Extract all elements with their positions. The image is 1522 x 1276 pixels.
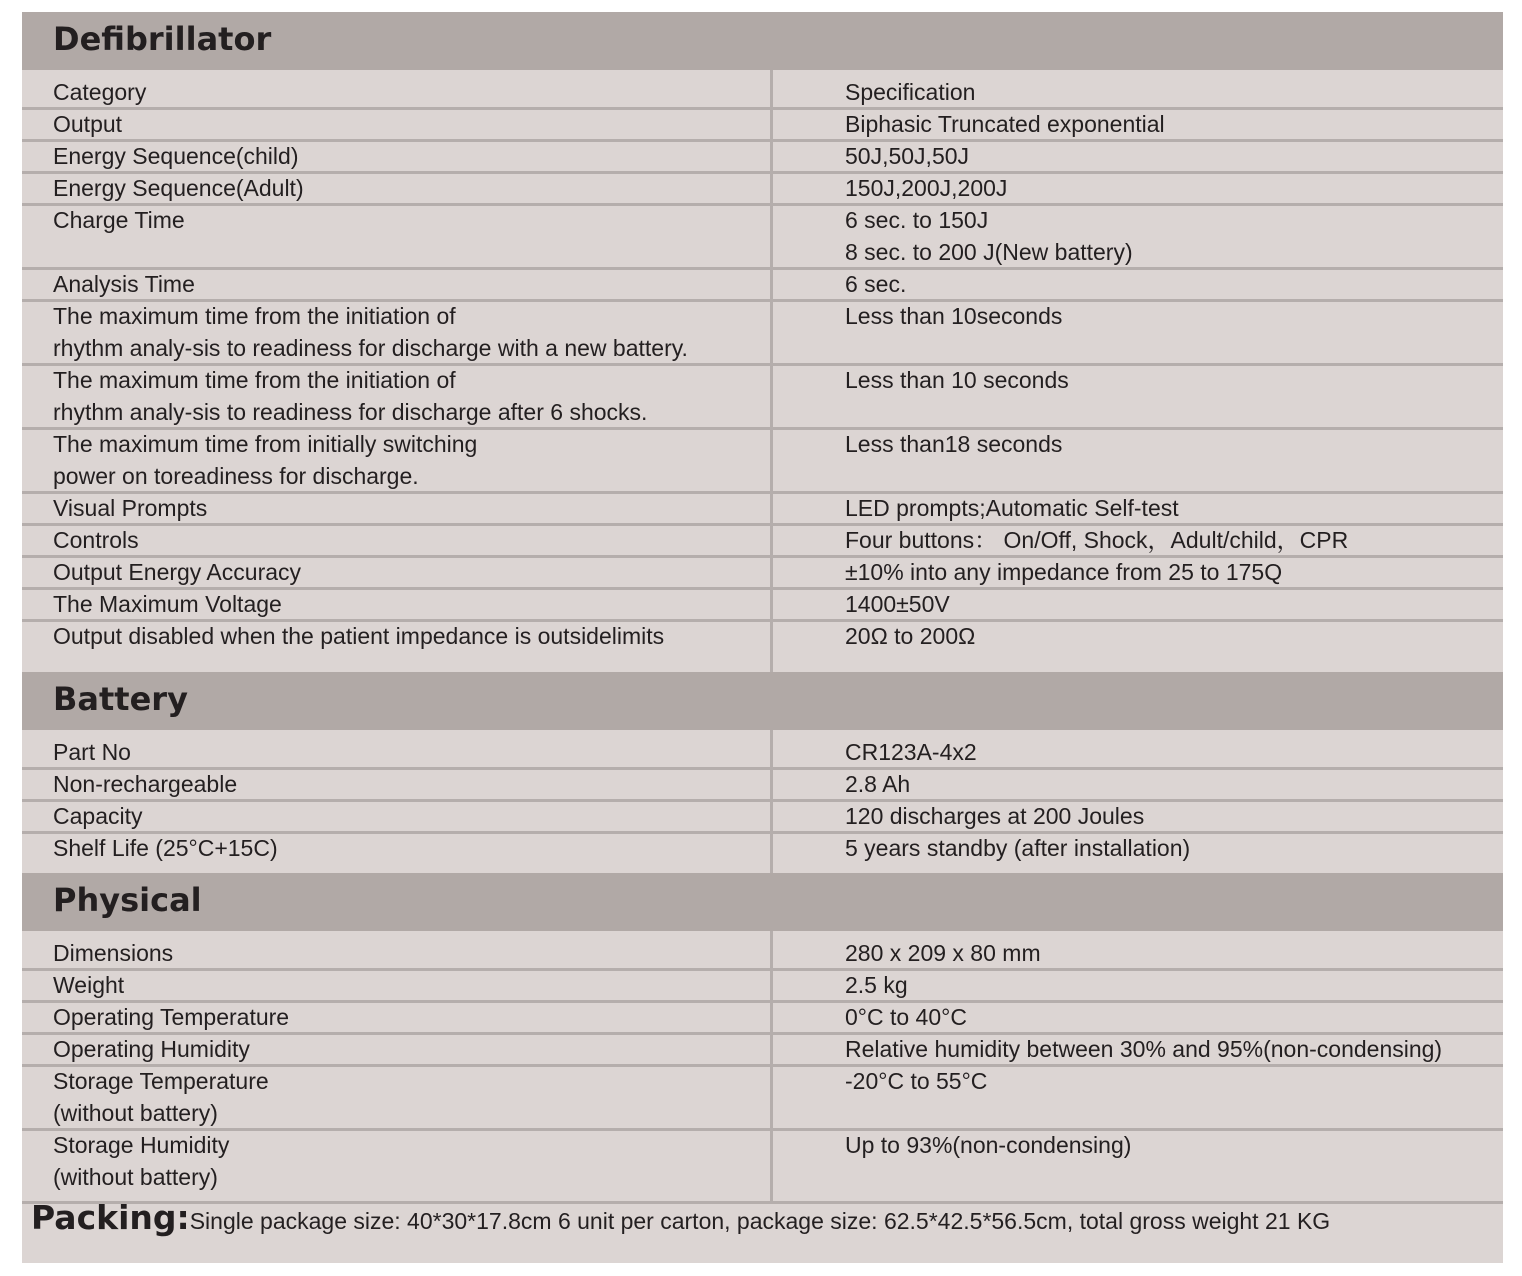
spec-label — [53, 1065, 269, 1129]
spec-value — [845, 428, 1062, 460]
spec-label — [53, 268, 195, 300]
cell-line: The maximum time from initially switching — [53, 431, 478, 457]
column-divider — [770, 70, 773, 672]
cell-line: Part No — [53, 739, 131, 765]
spec-label — [53, 108, 122, 140]
spec-value — [845, 588, 950, 620]
spec-label — [53, 140, 298, 172]
cell-line: Charge Time — [53, 207, 185, 233]
row-divider — [22, 1128, 1503, 1131]
spec-value — [845, 172, 1007, 204]
cell-line: Relative humidity between 30% and 95%(non-condensing) — [845, 1036, 1443, 1062]
cell-line: Category — [53, 79, 147, 105]
spec-label — [53, 832, 278, 864]
spec-value — [845, 268, 906, 300]
spec-value — [845, 140, 969, 172]
spec-value — [845, 969, 908, 1001]
cell-line: Capacity — [53, 803, 143, 829]
row-divider — [22, 203, 1503, 206]
cell-line: Up to 93%(non-condensing) — [845, 1132, 1132, 1158]
cell-line: 6 sec. — [845, 271, 907, 297]
cell-line: Output — [53, 111, 123, 137]
cell-line: 2.8 Ah — [845, 771, 911, 797]
column-divider — [770, 931, 773, 1201]
cell-line: Storage Temperature — [53, 1068, 269, 1094]
spec-label — [53, 428, 477, 492]
cell-line: ±10% into any impedance from 25 to 175Q — [845, 559, 1283, 585]
spec-value — [845, 1001, 967, 1033]
cell-line: Operating Temperature — [53, 1004, 290, 1030]
cell-line: 280 x 209 x 80 mm — [845, 940, 1041, 966]
spec-value — [845, 937, 1041, 969]
column-divider — [770, 730, 773, 873]
cell-line: 120 discharges at 200 Joules — [845, 803, 1145, 829]
section-header-battery — [22, 672, 1503, 730]
cell-line: Output disabled when the patient impedance is outsidelimits — [53, 623, 665, 649]
cell-line: 0°C to 40°C — [845, 1004, 967, 1030]
spec-value — [845, 492, 1179, 524]
spec-value — [845, 1033, 1442, 1065]
cell-line: 20Ω to 200Ω — [845, 623, 976, 649]
spec-value — [845, 524, 1348, 556]
section-title: Defibrillator — [53, 20, 272, 58]
section-title: Battery — [53, 680, 188, 718]
cell-line: Controls — [53, 527, 139, 553]
section-header-physical — [22, 873, 1503, 931]
cell-line: Weight — [53, 972, 125, 998]
cell-line: power on toreadiness for discharge. — [53, 463, 419, 489]
cell-line: 1400±50V — [845, 591, 950, 617]
spec-label — [53, 172, 304, 204]
spec-label — [53, 588, 282, 620]
cell-line: Dimensions — [53, 940, 174, 966]
spec-label — [53, 524, 139, 556]
cell-line: 8 sec. to 200 J(New battery) — [845, 239, 1133, 265]
spec-value — [845, 832, 1190, 864]
row-divider — [22, 799, 1503, 802]
cell-line: Energy Sequence(Adult) — [53, 175, 304, 201]
packing-text: Single package size: 40*30*17.8cm 6 unit per carton, package size: 62.5*42.5*56.5cm, total gross weight 21 KG — [189, 1208, 1331, 1234]
row-divider — [22, 267, 1503, 270]
spec-label — [53, 768, 237, 800]
cell-line: 2.5 kg — [845, 972, 908, 998]
spec-value — [845, 76, 975, 108]
cell-line: Storage Humidity — [53, 1132, 230, 1158]
cell-line: -20°C to 55°C — [845, 1068, 988, 1094]
spec-label — [53, 364, 647, 428]
spec-label — [53, 492, 207, 524]
cell-line: Output Energy Accuracy — [53, 559, 302, 585]
spec-label — [53, 1129, 229, 1193]
cell-line: 50J,50J,50J — [845, 143, 970, 169]
spec-value — [845, 800, 1144, 832]
cell-line: Non-rechargeable — [53, 771, 238, 797]
packing-line — [31, 1198, 1330, 1246]
spec-value — [845, 364, 1069, 396]
spec-label — [53, 937, 173, 969]
section-header-defibrillator — [22, 12, 1503, 70]
spec-label — [53, 1001, 289, 1033]
cell-line: 150J,200J,200J — [845, 175, 1008, 201]
spec-value — [845, 300, 1062, 332]
cell-line: Less than18 seconds — [845, 431, 1063, 457]
cell-line: The Maximum Voltage — [53, 591, 282, 617]
cell-line: (without battery) — [53, 1100, 218, 1126]
cell-line: The maximum time from the initiation of — [53, 367, 456, 393]
row-divider — [22, 968, 1503, 971]
row-divider — [22, 767, 1503, 770]
spec-value — [845, 556, 1282, 588]
cell-line: Visual Prompts — [53, 495, 208, 521]
spec-label — [53, 76, 146, 108]
spec-label — [53, 969, 124, 1001]
cell-line: Less than 10 seconds — [845, 367, 1069, 393]
spec-value — [845, 620, 975, 652]
spec-label — [53, 620, 664, 652]
spec-value — [845, 1129, 1131, 1161]
cell-line: rhythm analy-sis to readiness for discharge after 6 shocks. — [53, 399, 648, 425]
cell-line: rhythm analy-sis to readiness for discharge with a new battery. — [53, 335, 688, 361]
packing-label: Packing: — [31, 1198, 190, 1237]
spec-sheet — [22, 12, 1503, 1263]
cell-line: (without battery) — [53, 1164, 218, 1190]
cell-line: Biphasic Truncated exponential — [845, 111, 1165, 137]
cell-line: CR123A-4x2 — [845, 739, 977, 765]
cell-line: Specification — [845, 79, 976, 105]
spec-value — [845, 736, 977, 768]
spec-value — [845, 1065, 987, 1097]
spec-label — [53, 556, 301, 588]
cell-line: The maximum time from the initiation of — [53, 303, 456, 329]
cell-line: Energy Sequence(child) — [53, 143, 299, 169]
spec-label — [53, 300, 688, 364]
spec-value — [845, 204, 1133, 268]
spec-value — [845, 768, 910, 800]
cell-line: Operating Humidity — [53, 1036, 250, 1062]
cell-line: Less than 10seconds — [845, 303, 1063, 329]
spec-label — [53, 1033, 250, 1065]
cell-line: Four buttons： On/Off, Shock，Adult/child，CPR — [845, 527, 1349, 553]
spec-label — [53, 800, 142, 832]
spec-label — [53, 736, 131, 768]
row-divider — [22, 107, 1503, 110]
cell-line: LED prompts;Automatic Self-test — [845, 495, 1179, 521]
row-divider — [22, 491, 1503, 494]
spec-label — [53, 204, 185, 236]
spec-value — [845, 108, 1165, 140]
cell-line: Shelf Life (25°C+15C) — [53, 835, 278, 861]
cell-line: Analysis Time — [53, 271, 195, 297]
cell-line: 6 sec. to 150J — [845, 207, 989, 233]
section-title: Physical — [53, 881, 202, 919]
cell-line: 5 years standby (after installation) — [845, 835, 1191, 861]
